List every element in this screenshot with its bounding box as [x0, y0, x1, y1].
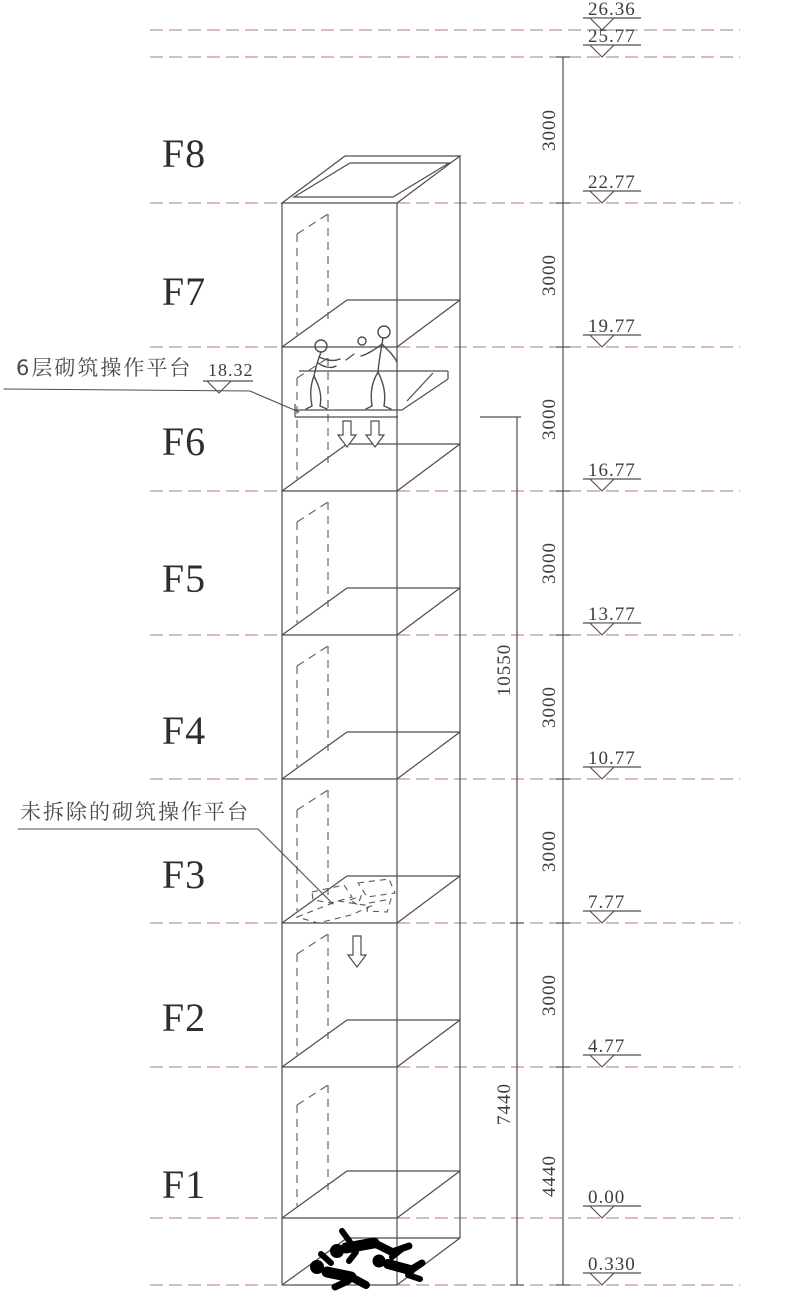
dimension-label: 4440 — [539, 1155, 560, 1197]
dimension-label: 7440 — [494, 1083, 515, 1125]
elevation-label: 7.77 — [588, 892, 626, 913]
annotation-platform-not-removed: 未拆除的砌筑操作平台 — [20, 800, 250, 824]
dimension-label: 3000 — [539, 686, 560, 728]
dimension-label: 3000 — [539, 974, 560, 1016]
dimension-label: 3000 — [539, 542, 560, 584]
elevation-label: 25.77 — [588, 26, 636, 47]
elevation-markers — [203, 18, 641, 1285]
dimension-label: 3000 — [539, 398, 560, 440]
floor-slabs — [282, 300, 460, 1285]
level-lines — [150, 30, 740, 1285]
fall-arrows — [338, 421, 384, 967]
elevation-label: 0.00 — [588, 1187, 626, 1208]
floor-label: F7 — [161, 269, 207, 314]
elevation-label: 13.77 — [588, 604, 636, 625]
leader-lines — [4, 389, 333, 904]
floor-label: F4 — [161, 708, 207, 753]
elevation-label: 16.77 — [588, 460, 636, 481]
annotation-platform-6f: 6层砌筑操作平台 — [16, 356, 193, 380]
worker-figures — [306, 326, 397, 409]
elevation-label: 4.77 — [588, 1036, 626, 1057]
elevation-label: 22.77 — [588, 172, 636, 193]
floor-label: F6 — [161, 419, 207, 464]
floor-label: F3 — [161, 852, 207, 897]
tower — [282, 156, 460, 1285]
dimension-label: 10550 — [494, 643, 515, 697]
elevation-label: 0.330 — [588, 1254, 636, 1275]
floor-label: F1 — [161, 1162, 207, 1207]
elevation-label: 10.77 — [588, 748, 636, 769]
floor-label: F2 — [161, 995, 207, 1040]
dimension-label: 3000 — [539, 109, 560, 151]
elevation-label: 26.36 — [588, 0, 636, 20]
floor-label: F8 — [161, 131, 207, 176]
elevation-label: 19.77 — [588, 316, 636, 337]
floor-label: F5 — [161, 556, 207, 601]
platform-elevation-label: 18.32 — [208, 360, 254, 380]
dimension-label: 3000 — [539, 254, 560, 296]
door-openings — [297, 214, 328, 1206]
dimension-label: 3000 — [539, 830, 560, 872]
